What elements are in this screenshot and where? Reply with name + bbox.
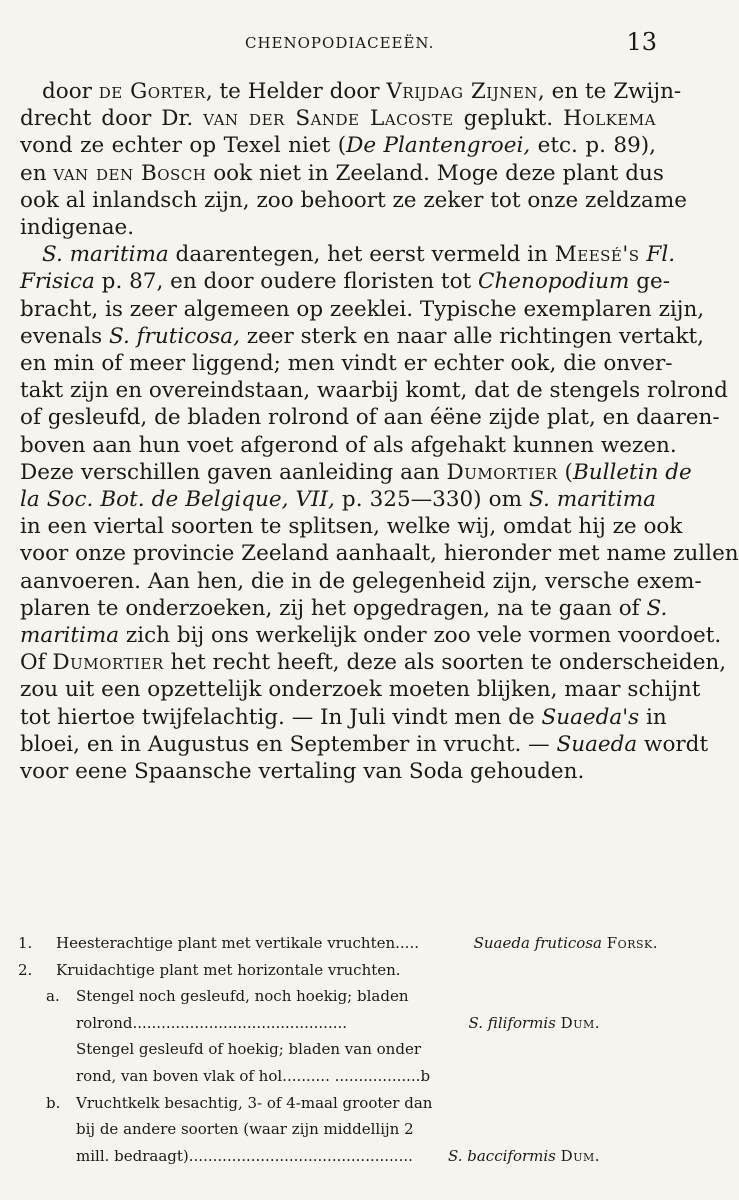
text-line xyxy=(20,214,656,241)
text-run: in xyxy=(639,704,667,730)
proper-name: Vrijdag Zijnen xyxy=(386,79,538,104)
identification-key xyxy=(18,930,658,1169)
italic-text: Fl. xyxy=(646,242,676,268)
text-line xyxy=(20,78,682,105)
key-result xyxy=(448,1143,600,1170)
taxon-author: Forsk. xyxy=(606,934,658,952)
italic-text: S. xyxy=(646,595,668,621)
text-run: aanvoeren. Aan hen, die in de gelegenheid zijn, versche exem- xyxy=(20,568,702,594)
text-line xyxy=(20,568,702,595)
text-run: , te Helder door xyxy=(205,79,387,104)
proper-name: van der Sande Lacoste xyxy=(203,106,454,132)
key-text: Heesterachtige plant met vertikale vruchten..... xyxy=(56,934,419,952)
text-line xyxy=(20,350,673,377)
proper-name: de Gorter xyxy=(98,79,206,104)
text-line xyxy=(20,676,701,703)
key-text: rolrond............................................. xyxy=(76,1013,348,1032)
text-run: tot hiertoe twijfelachtig. — In Juli vindt men de xyxy=(20,704,542,730)
key-text: Kruidachtige plant met horizontale vruchten. xyxy=(56,960,401,979)
text-line xyxy=(20,132,656,159)
text-run: Of xyxy=(20,650,53,676)
page-number: 13 xyxy=(626,28,657,56)
text-run: daarentegen, het eerst vermeld in xyxy=(168,242,555,268)
text-run: ook al inlandsch zijn, zoo behoort ze zeker tot onze zeldzame xyxy=(20,187,687,213)
text-run: boven aan hun voet afgerond of als afgehakt kunnen wezen. xyxy=(20,432,677,458)
taxon-author: Dum. xyxy=(560,1013,600,1032)
text-line xyxy=(20,432,677,459)
italic-text: la Soc. Bot. de Belgique, VII, xyxy=(20,487,335,513)
page-header xyxy=(0,28,669,58)
key-subnumber: b. xyxy=(46,1093,61,1112)
text-run: of gesleufd, de bladen rolrond of aan éëne zijde plat, en daaren- xyxy=(20,405,720,431)
running-title: CHENOPODIACEEËN. xyxy=(245,34,435,52)
text-run: zeer sterk en naar alle richtingen vertakt, xyxy=(239,323,704,349)
italic-text: De Plantengroei, xyxy=(346,133,531,159)
text-line xyxy=(20,649,727,676)
taxon-name: S. bacciformis xyxy=(447,1146,556,1165)
italic-text: Bulletin de xyxy=(572,459,692,485)
italic-text: Suaeda's xyxy=(541,704,640,730)
text-line xyxy=(20,513,683,540)
text-run: en min of meer liggend; men vindt er echter ook, die onver- xyxy=(20,351,673,377)
text-run: , en te Zwijn- xyxy=(537,79,682,104)
proper-name: Dumortier xyxy=(446,459,558,485)
key-text: Stengel gesleufd of hoekig; bladen van onder xyxy=(76,1040,421,1059)
text-run: takt zijn en overeindstaan, waarbij komt, dat de stengels rolrond xyxy=(20,378,728,404)
text-run: zou uit een opzettelijk onderzoek moeten blijken, maar schijnt xyxy=(20,677,701,703)
key-row xyxy=(18,1036,658,1063)
text-run: evenals xyxy=(20,323,110,349)
italic-text: S. maritima xyxy=(529,487,656,513)
text-run: p. 325—330) om xyxy=(334,487,530,513)
text-run: wordt xyxy=(637,731,709,757)
text-run: p. 87, en door oudere floristen tot xyxy=(94,269,478,295)
text-line xyxy=(20,160,664,187)
key-number: 2. xyxy=(18,960,33,979)
key-text: Stengel noch gesleufd, noch hoekig; bladen xyxy=(76,987,409,1006)
text-run: voor eene Spaansche vertaling van Soda gehouden. xyxy=(20,759,585,785)
text-line xyxy=(20,268,670,295)
text-line xyxy=(20,731,709,758)
text-line xyxy=(20,540,739,567)
text-run: het recht heeft, deze als soorten te onderscheiden, xyxy=(163,650,727,676)
text-run: geplukt. xyxy=(453,106,564,132)
key-row xyxy=(18,1090,658,1117)
text-run: vond ze echter op Texel niet ( xyxy=(20,133,347,159)
text-line xyxy=(20,404,720,431)
taxon-name: Suaeda fruticosa xyxy=(473,934,602,952)
italic-text: Chenopodium xyxy=(478,269,630,295)
taxon-name: S. filiformis xyxy=(468,1013,556,1032)
key-row xyxy=(18,1063,658,1090)
key-text: bij de andere soorten (waar zijn middellijn 2 xyxy=(76,1120,414,1139)
italic-text: S. maritima xyxy=(42,242,169,268)
text-run: etc. p. 89), xyxy=(530,133,657,159)
text-line xyxy=(20,622,722,649)
text-run: drecht door Dr. xyxy=(20,106,204,132)
proper-name: Meesé's xyxy=(554,242,640,268)
text-run: in een viertal soorten te splitsen, welke wij, omdat hij ze ook xyxy=(20,514,683,540)
text-run: Deze verschillen gaven aanleiding aan xyxy=(20,459,447,485)
italic-text: S. fruticosa, xyxy=(109,323,240,349)
text-line xyxy=(20,241,676,268)
key-row xyxy=(18,983,658,1010)
text-line xyxy=(20,758,656,785)
key-text: Vruchtkelk besachtig, 3- of 4-maal grooter dan xyxy=(76,1093,433,1112)
text-run: bloei, en in Augustus en September in vrucht. — xyxy=(20,731,557,757)
key-row xyxy=(18,1143,658,1170)
italic-text: Frisica xyxy=(20,269,95,295)
key-row xyxy=(18,1010,658,1037)
key-row xyxy=(18,930,658,957)
text-run: ( xyxy=(557,459,573,485)
key-row xyxy=(18,957,658,984)
text-line xyxy=(20,459,692,486)
proper-name: Holkema xyxy=(563,106,657,132)
key-subnumber: a. xyxy=(46,987,60,1006)
text-line xyxy=(20,377,728,404)
text-line xyxy=(20,105,656,132)
key-number: 1. xyxy=(18,934,33,952)
key-result xyxy=(474,930,658,957)
taxon-author: Dum. xyxy=(560,1146,600,1165)
italic-text: Suaeda xyxy=(556,731,638,757)
key-text: rond, van boven vlak of hol.......... ..................b xyxy=(76,1066,431,1085)
paragraph xyxy=(20,78,687,241)
italic-text: maritima xyxy=(20,623,120,649)
key-result xyxy=(469,1010,600,1037)
proper-name: Dumortier xyxy=(52,650,164,676)
paragraph xyxy=(20,241,739,785)
text-line xyxy=(20,595,668,622)
text-line xyxy=(20,296,705,323)
text-run: voor onze provincie Zeeland aanhaalt, hieronder met name zullen xyxy=(20,541,739,567)
key-text: mill. bedraagt)............................................... xyxy=(76,1146,413,1165)
proper-name: van den Bosch xyxy=(53,160,207,186)
text-run: plaren te onderzoeken, zij het opgedragen, na te gaan of xyxy=(20,595,647,621)
text-run: zich bij ons werkelijk onder zoo vele vormen voordoet. xyxy=(119,623,722,649)
text-line xyxy=(20,323,704,350)
text-run: indigenae. xyxy=(20,215,135,241)
text-run: ge- xyxy=(629,269,670,295)
text-line xyxy=(20,187,687,214)
text-line xyxy=(20,486,656,513)
text-run: ook niet in Zeeland. Moge deze plant dus xyxy=(206,160,664,186)
text-line xyxy=(20,704,667,731)
text-run: door xyxy=(42,79,99,104)
text-run: en xyxy=(20,160,54,186)
text-run: bracht, is zeer algemeen op zeeklei. Typische exemplaren zijn, xyxy=(20,296,705,322)
key-row xyxy=(18,1116,658,1143)
body-text xyxy=(20,78,739,785)
